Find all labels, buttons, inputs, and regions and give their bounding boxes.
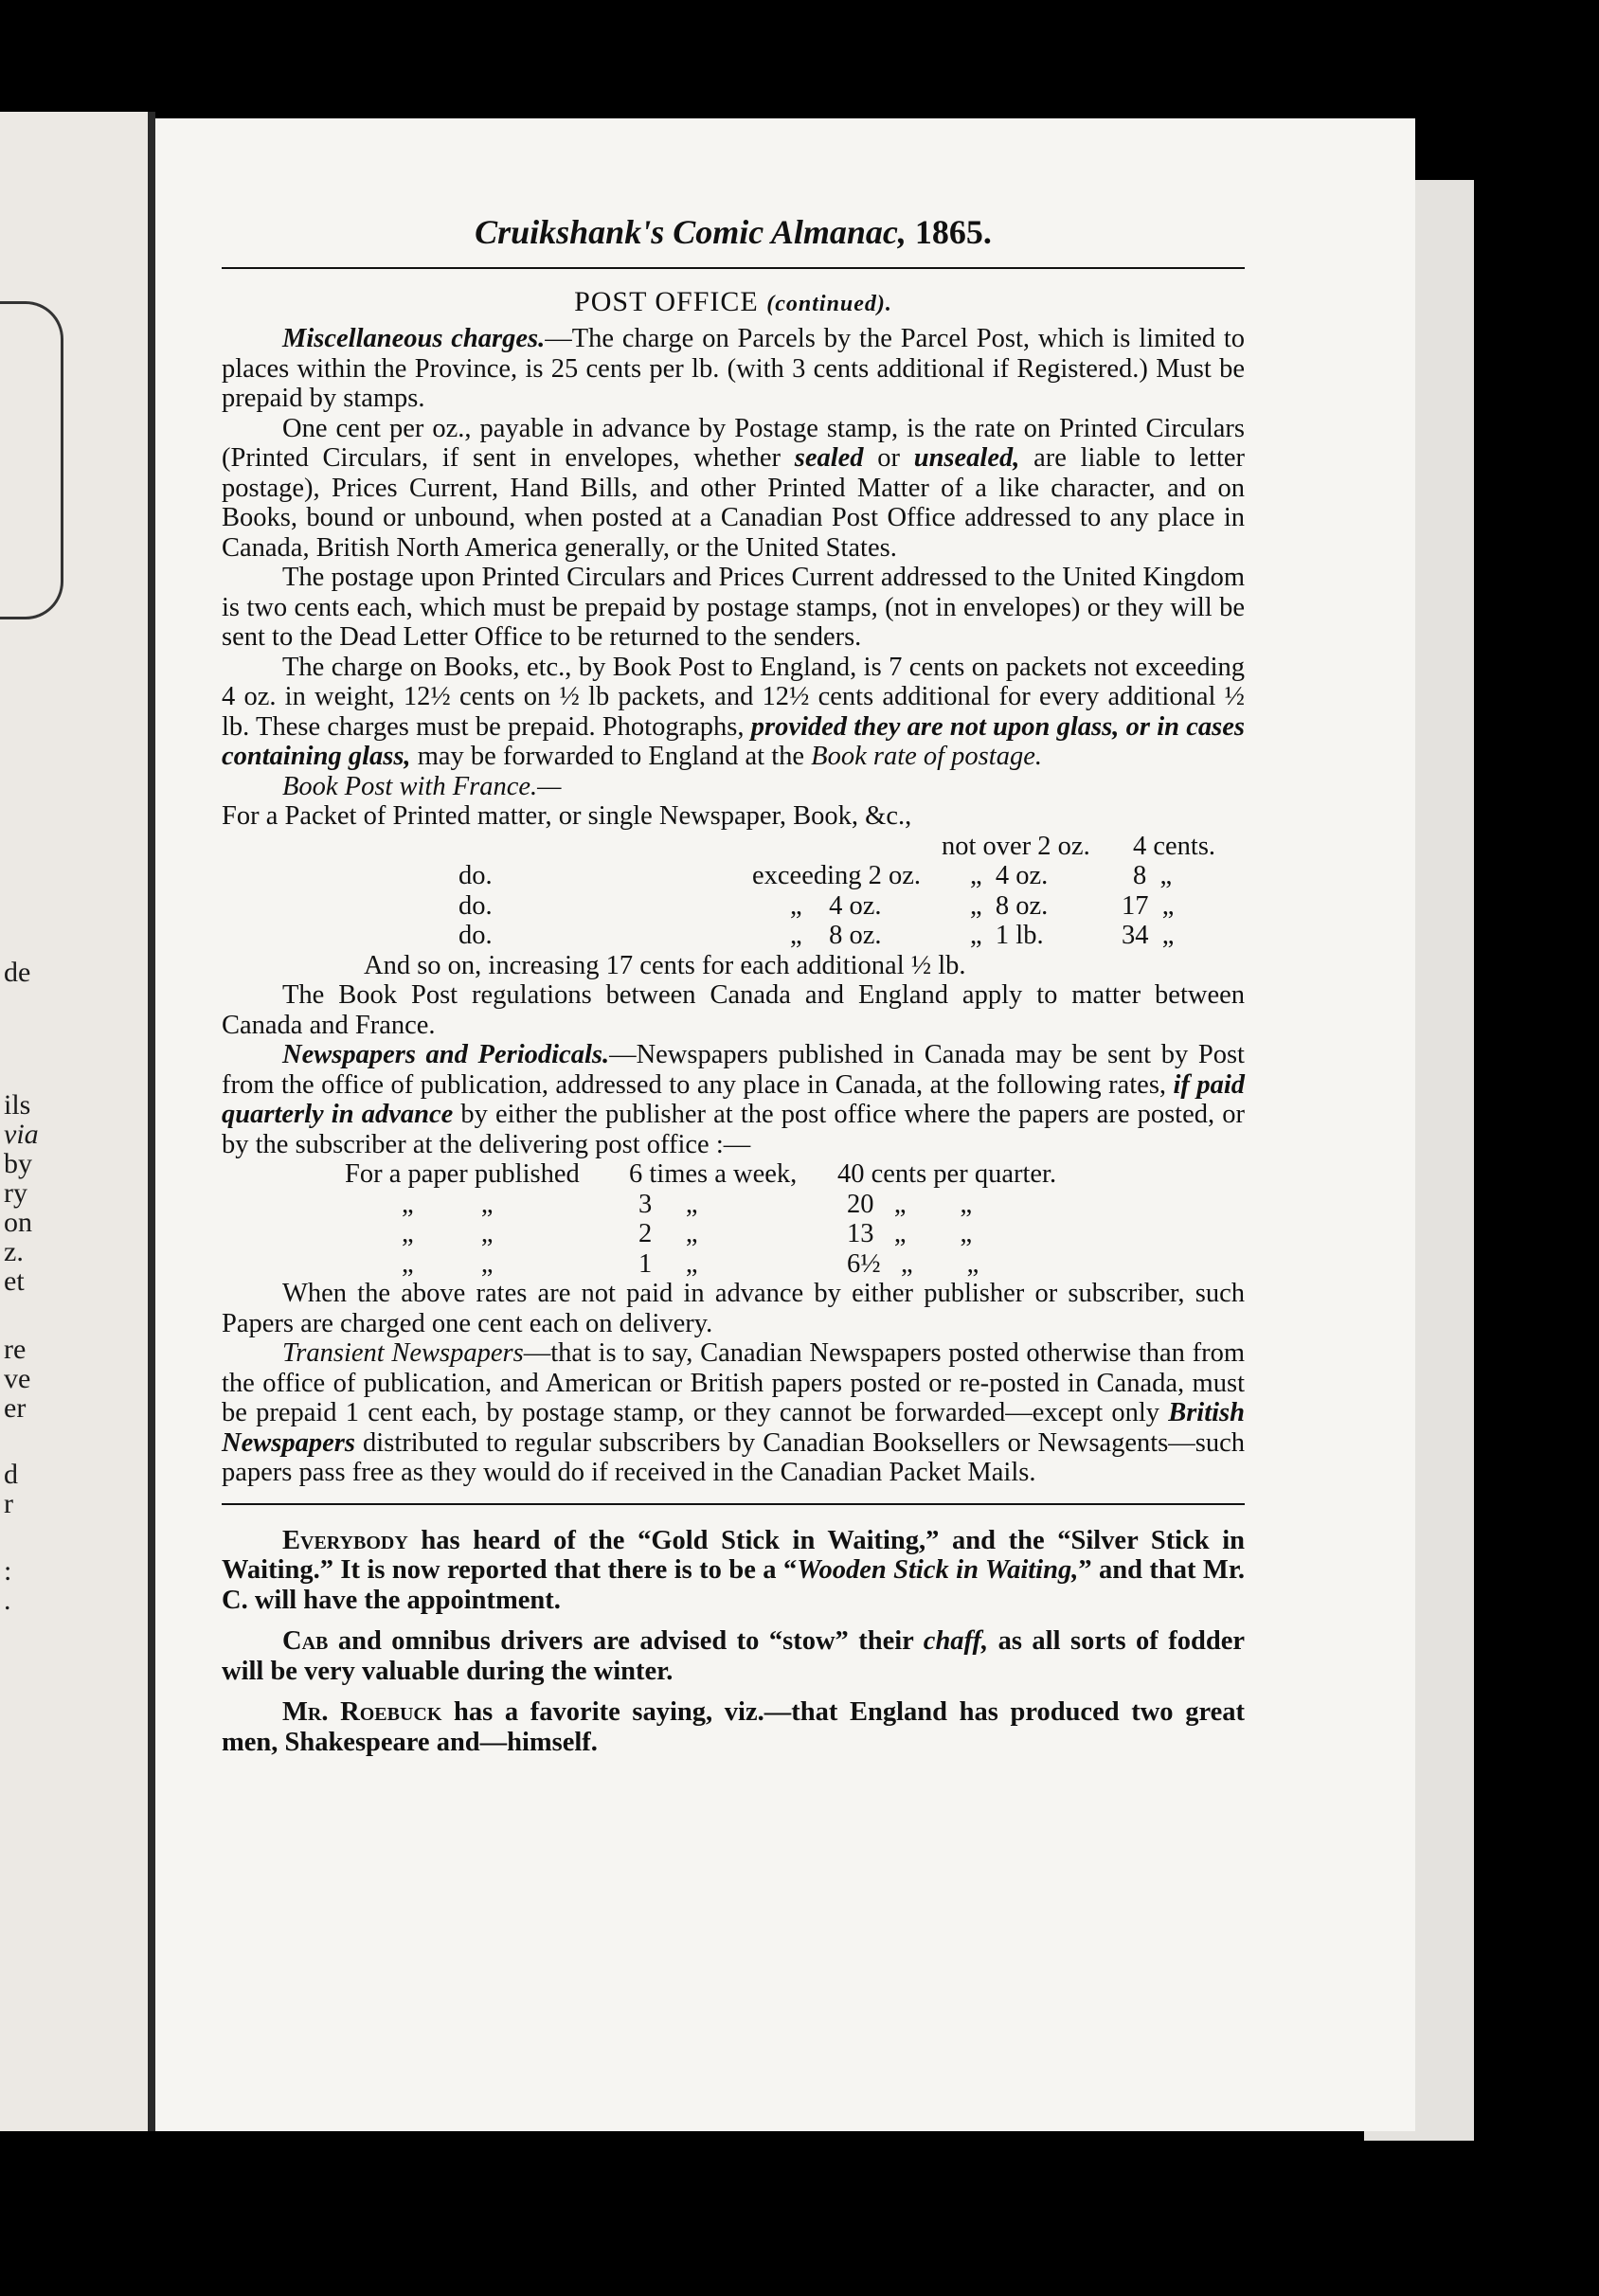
left-text-fragment: ils bbox=[4, 1089, 31, 1121]
note-lead: Cab bbox=[282, 1626, 329, 1656]
left-text-fragment: by bbox=[4, 1148, 32, 1179]
note-text: ” and that Mr. C. will have the appointment. bbox=[222, 1555, 1245, 1615]
table-cell: „ 1 lb. bbox=[970, 921, 1044, 950]
table-cell: „ „ bbox=[402, 1248, 494, 1279]
paragraph-lead: Transient Newspapers bbox=[282, 1338, 524, 1368]
paragraph-lead: Miscellaneous charges. bbox=[282, 324, 546, 353]
paragraph-miscellaneous bbox=[222, 324, 1245, 414]
table-cell: 13 „ „ bbox=[847, 1219, 973, 1248]
table-cell: 1 „ bbox=[638, 1248, 698, 1279]
table-cell: For a paper published bbox=[345, 1159, 580, 1189]
left-text-fragment: on bbox=[4, 1207, 32, 1238]
paragraph-text: may be forwarded to England at the bbox=[410, 742, 812, 771]
paragraph-unpaid-rates bbox=[222, 1279, 1245, 1338]
note-roebuck bbox=[222, 1697, 1245, 1757]
table-cell: „ 8 oz. bbox=[790, 921, 882, 950]
newspaper-rate-table bbox=[222, 1159, 1245, 1279]
left-text-fragment: er bbox=[4, 1392, 27, 1424]
paragraph-canada-france bbox=[222, 980, 1245, 1040]
left-text-fragment: . bbox=[4, 1585, 11, 1616]
paragraph-text: distributed to regular subscribers by Canadian Booksellers or Newsagents—such papers pass free as they would do if received in the Canadian Packet Mails. bbox=[222, 1427, 1245, 1487]
note-cab-drivers bbox=[222, 1626, 1245, 1686]
subheading-book-post-france bbox=[222, 772, 1245, 802]
paragraph-text: or bbox=[863, 443, 914, 473]
table-cell: „ „ bbox=[402, 1189, 494, 1219]
note-text: has a favorite saying, viz.—that England has produced two great men, Shakespeare and—himself. bbox=[222, 1697, 1245, 1757]
left-text-fragment: ry bbox=[4, 1177, 27, 1209]
left-text-fragment: re bbox=[4, 1334, 27, 1365]
left-text-fragment: ve bbox=[4, 1363, 31, 1394]
note-text: and omnibus drivers are advised to “stow” their bbox=[328, 1626, 924, 1656]
table-cell: 6 times a week, bbox=[629, 1159, 798, 1189]
note-text: has heard of the “Gold Stick in Waiting,” and the “Silver Stick in Waiting.” It is now reported that there is to be a “ bbox=[222, 1525, 1245, 1585]
left-text-fragment: : bbox=[4, 1555, 12, 1587]
paragraph-text: —The charge on Parcels by the Parcel Post, which is limited to places within the Province, is 25 cents per lb. (with 3 cents additional if Registered.) Must be prepaid by stamps. bbox=[222, 324, 1245, 413]
book-gutter bbox=[148, 112, 155, 2131]
section-title bbox=[222, 286, 1245, 318]
paragraph-text: by either the publisher at the post office where the papers are posted, or by the subscriber at the delivering post office :— bbox=[222, 1100, 1245, 1159]
table-cell: do. bbox=[458, 921, 493, 950]
table-cell: 17 „ bbox=[1122, 890, 1175, 921]
paragraph-emphasis: British Newspapers bbox=[222, 1398, 1245, 1458]
running-head-title: Cruikshank's Comic Almanac, bbox=[475, 213, 907, 251]
paragraph-text: The postage upon Printed Circulars and Prices Current addressed to the United Kingdom is two cents each, which must be prepaid by postage stamps, (not in envelopes) or they will be sent to the Dead Letter Office to be returned to the senders. bbox=[222, 563, 1245, 652]
paragraph-emphasis: unsealed, bbox=[913, 443, 1020, 473]
paragraph-text: When the above rates are not paid in advance by either publisher or subscriber, such Papers are charged one cent each on delivery. bbox=[222, 1279, 1245, 1338]
table-cell: 40 cents per quarter. bbox=[837, 1159, 1057, 1189]
table-cell: 20 „ „ bbox=[847, 1189, 973, 1219]
left-text-fragment: d bbox=[4, 1459, 18, 1490]
paragraph-text: —that is to say, Canadian Newspapers posted otherwise than from the office of publication, and American or British papers posted or re-posted in Canada, must be prepaid 1 cent each, by postage stamp, or they cannot be forwarded—except only bbox=[222, 1338, 1245, 1427]
paragraph-transient-newspapers bbox=[222, 1338, 1245, 1488]
paragraph-newspapers bbox=[222, 1040, 1245, 1159]
paragraph-emphasis: provided they are not upon glass, or in cases containing glass, bbox=[222, 711, 1245, 771]
paragraph-emphasis: if paid quarterly in advance bbox=[222, 1069, 1245, 1129]
table-cell: „ „ bbox=[402, 1219, 494, 1248]
note-gold-stick bbox=[222, 1526, 1245, 1616]
running-head bbox=[222, 208, 1245, 256]
paragraph-united-kingdom bbox=[222, 563, 1245, 653]
left-text-fragment: via bbox=[4, 1119, 39, 1150]
page-text bbox=[222, 208, 1245, 1757]
subheading-text: Book Post with France.— bbox=[282, 771, 562, 801]
note-lead: Everybody bbox=[282, 1525, 408, 1555]
table-cell: not over 2 oz. bbox=[942, 831, 1090, 861]
table-cell: 2 „ bbox=[638, 1219, 698, 1248]
table-cell: 8 „ bbox=[1133, 861, 1173, 890]
table-cell: 34 „ bbox=[1122, 921, 1175, 950]
paragraph-france-after bbox=[222, 951, 1245, 981]
table-cell: 4 cents. bbox=[1133, 831, 1216, 861]
table-row bbox=[222, 921, 1245, 951]
table-cell: „ 4 oz. bbox=[970, 861, 1049, 890]
left-text-fragment: z. bbox=[4, 1236, 24, 1267]
table-row bbox=[222, 1219, 1245, 1249]
paragraph-printed-circulars bbox=[222, 414, 1245, 564]
table-row bbox=[222, 832, 1245, 862]
paragraph-text: The charge on Books, etc., by Book Post to England, is 7 cents on packets not exceeding 4 oz. in weight, 12½ cents on ½ lb packets, and 12½ cents additional for every additional ½ lb. These charges must be prepaid. Photographs, bbox=[222, 652, 1245, 742]
sketch-illustration bbox=[0, 301, 63, 619]
table-row bbox=[222, 891, 1245, 922]
table-row bbox=[222, 1249, 1245, 1280]
paragraph-france-intro bbox=[222, 801, 1245, 832]
note-text: as all sorts of fodder will be very valuable during the winter. bbox=[222, 1626, 1245, 1686]
left-text-fragment: de bbox=[4, 957, 31, 988]
left-page-fragment bbox=[0, 112, 150, 2131]
paragraph-text: —Newspapers published in Canada may be sent by Post from the office of publication, addressed to any place in Canada, at the following rates, bbox=[222, 1040, 1245, 1100]
table-row bbox=[222, 861, 1245, 891]
section-title-main: POST OFFICE bbox=[574, 286, 759, 317]
table-row bbox=[222, 1190, 1245, 1220]
almanac-page bbox=[155, 118, 1415, 2131]
left-text-fragment: et bbox=[4, 1265, 25, 1297]
paragraph-text: One cent per oz., payable in advance by Postage stamp, is the rate on Printed Circulars (Printed Circulars, if sent in envelopes, whether bbox=[222, 413, 1245, 473]
note-emphasis: Wooden Stick in Waiting, bbox=[797, 1555, 1079, 1585]
section-title-sub: (continued). bbox=[766, 292, 892, 316]
paragraph-book-post-england bbox=[222, 653, 1245, 772]
paragraph-lead: Newspapers and Periodicals. bbox=[282, 1040, 610, 1069]
table-cell: „ 8 oz. bbox=[970, 890, 1049, 921]
left-text-fragment: r bbox=[4, 1488, 13, 1519]
comic-notes bbox=[222, 1526, 1245, 1758]
table-cell: 3 „ bbox=[638, 1189, 698, 1219]
france-rate-table bbox=[222, 832, 1245, 951]
table-cell: do. bbox=[458, 861, 493, 890]
paragraph-text: The Book Post regulations between Canada and England apply to matter between Canada and France. bbox=[222, 980, 1245, 1040]
paragraph-text: are liable to letter postage), Prices Current, Hand Bills, and other Printed Matter of a like character, and on Books, bound or unbound, when posted at a Canadian Post Office addressed to any place in Canada, British North America generally, or the United States. bbox=[222, 443, 1245, 563]
note-emphasis: chaff, bbox=[923, 1626, 989, 1656]
table-cell: „ 4 oz. bbox=[790, 890, 882, 921]
note-lead: Mr. Roebuck bbox=[282, 1697, 442, 1727]
paragraph-emphasis: Book rate of postage. bbox=[811, 742, 1042, 771]
section-rule bbox=[222, 1503, 1245, 1505]
header-rule bbox=[222, 267, 1245, 269]
paragraph-emphasis: sealed bbox=[794, 443, 864, 473]
table-cell: 6½ „ „ bbox=[847, 1248, 979, 1279]
running-head-year: 1865. bbox=[914, 213, 992, 251]
paragraph-text: And so on, increasing 17 cents for each additional ½ lb. bbox=[364, 950, 966, 980]
table-cell: exceeding 2 oz. bbox=[752, 861, 922, 890]
table-cell: do. bbox=[458, 890, 493, 921]
paragraph-text: For a Packet of Printed matter, or single Newspaper, Book, &c., bbox=[222, 801, 912, 831]
table-row bbox=[222, 1159, 1245, 1190]
